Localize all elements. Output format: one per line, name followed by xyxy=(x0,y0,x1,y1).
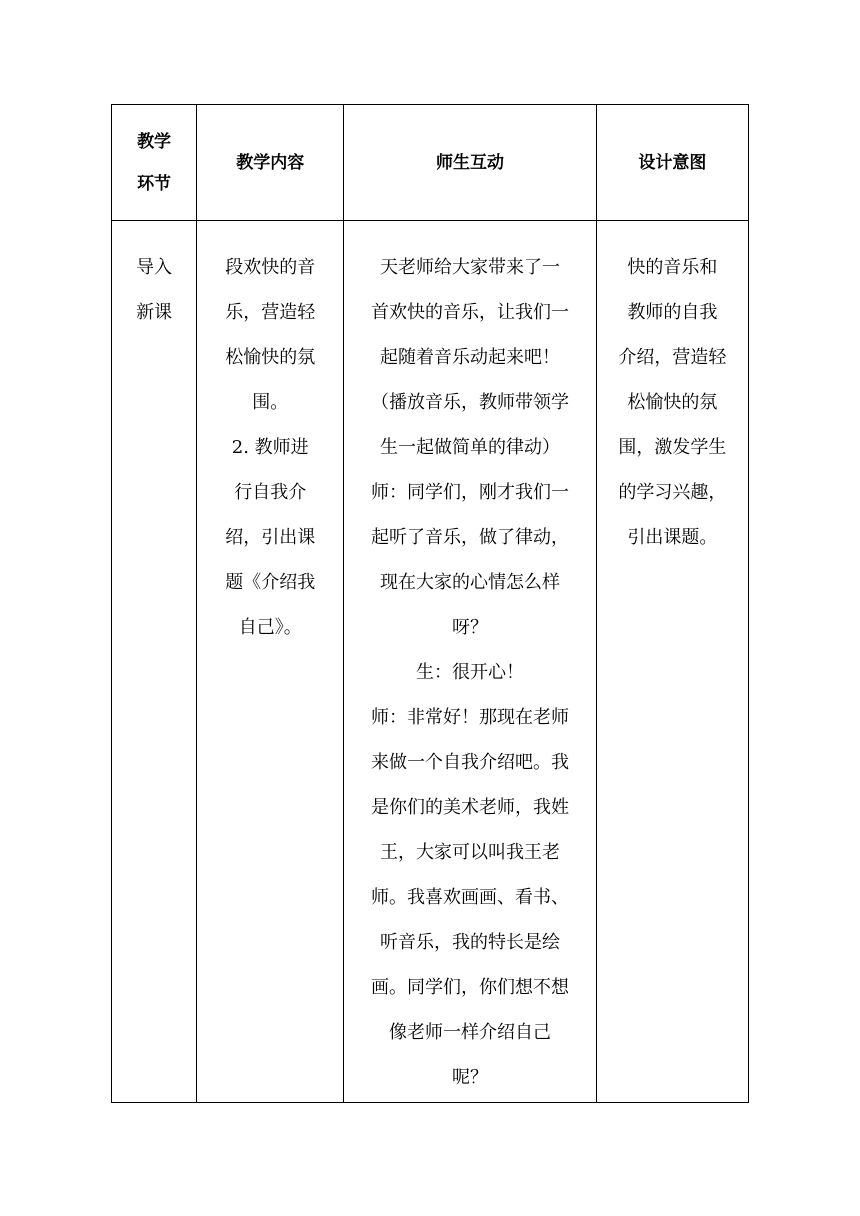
header-stage-line-2: 环节 xyxy=(137,173,172,194)
stage-line: 新课 xyxy=(136,302,173,323)
interaction-line: 来做一个自我介绍吧。我 xyxy=(371,752,570,773)
interaction-line: 首欢快的音乐，让我们一 xyxy=(371,302,570,323)
intent-line: 引出课题。 xyxy=(627,527,718,548)
header-intent: 设计意图 xyxy=(596,105,748,221)
interaction-line: 现在大家的心情怎么样 xyxy=(380,572,561,593)
content-line: 行自我介 xyxy=(234,482,307,503)
content-line: 2. 教师进 xyxy=(231,437,309,458)
interaction-line: 师：非常好！那现在老师 xyxy=(371,707,570,728)
intent-line: 快的音乐和 xyxy=(627,257,718,278)
content-line: 乐，营造轻 xyxy=(225,302,316,323)
interaction-line: 起随着音乐动起来吧！ xyxy=(380,347,561,368)
interaction-line: 呀？ xyxy=(452,617,489,638)
interaction-line: 呢？ xyxy=(452,1067,489,1088)
lesson-plan-table xyxy=(111,104,749,1103)
intent-line: 围，激发学生 xyxy=(618,437,727,458)
content-line: 松愉快的氛 xyxy=(225,347,316,368)
header-content: 教学内容 xyxy=(197,105,344,221)
interaction-line: 生：很开心！ xyxy=(416,662,525,683)
interaction-line: 生一起做简单的律动） xyxy=(380,437,561,458)
cell-content xyxy=(197,221,344,1103)
interaction-line: 听音乐，我的特长是绘 xyxy=(380,932,561,953)
header-row xyxy=(112,105,749,221)
content-line: 自己》。 xyxy=(238,617,302,638)
interaction-line: 像老师一样介绍自己 xyxy=(389,1022,552,1043)
interaction-line: （播放音乐，教师带领学 xyxy=(371,392,570,413)
interaction-line: 起听了音乐，做了律动， xyxy=(371,527,570,548)
body-row xyxy=(112,221,749,1103)
stage-line: 导入 xyxy=(136,257,173,278)
header-stage-line-1: 教学 xyxy=(137,131,172,152)
interaction-line: 天老师给大家带来了一 xyxy=(380,257,561,278)
content-line: 绍，引出课 xyxy=(225,527,316,548)
interaction-line: 画。同学们，你们想不想 xyxy=(371,977,570,998)
interaction-line: 王，大家可以叫我王老 xyxy=(380,842,561,863)
header-interaction: 师生互动 xyxy=(344,105,596,221)
header-stage xyxy=(112,105,197,221)
intent-line: 松愉快的氛 xyxy=(627,392,718,413)
interaction-line: 师：同学们，刚才我们一 xyxy=(371,482,570,503)
cell-intent xyxy=(596,221,748,1103)
cell-interaction xyxy=(344,221,596,1103)
interaction-line: 是你们的美术老师，我姓 xyxy=(371,797,570,818)
intent-line: 的学习兴趣， xyxy=(618,482,727,503)
content-line: 围。 xyxy=(252,392,289,413)
interaction-line: 师。我喜欢画画、看书、 xyxy=(371,887,570,908)
content-line: 段欢快的音 xyxy=(225,257,316,278)
content-line: 题《介绍我 xyxy=(225,572,316,593)
intent-line: 介绍，营造轻 xyxy=(618,347,727,368)
cell-stage xyxy=(112,221,197,1103)
intent-line: 教师的自我 xyxy=(627,302,718,323)
